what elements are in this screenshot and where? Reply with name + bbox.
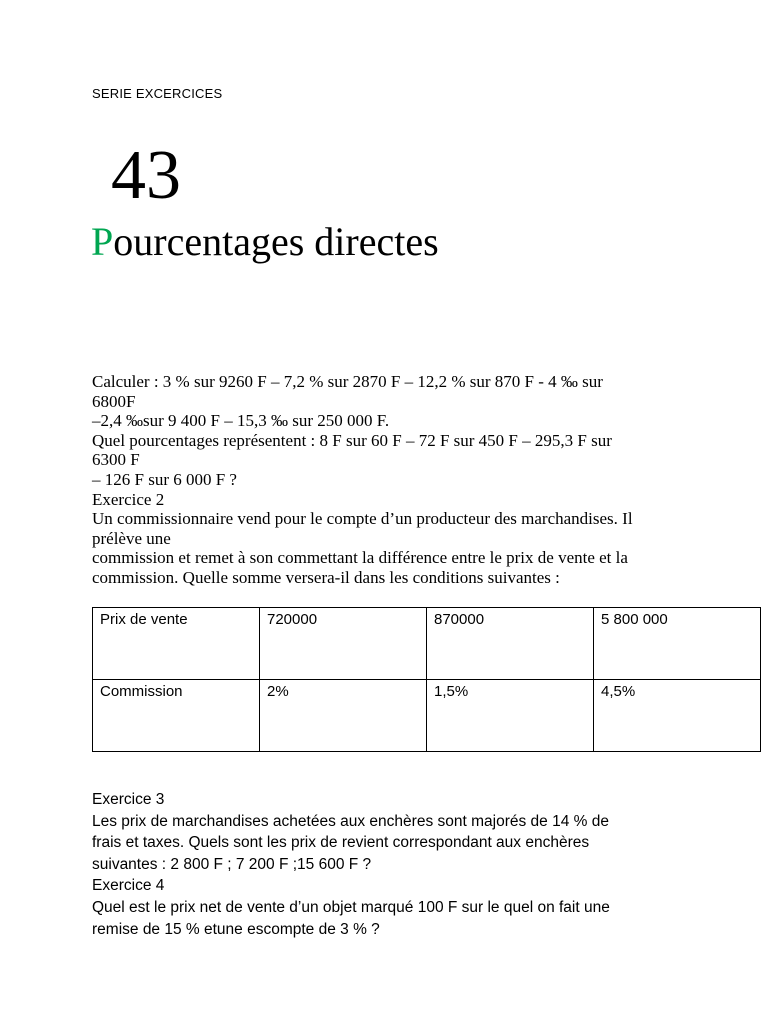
exercises-3-4 <box>92 789 682 940</box>
intro-line: – 126 F sur 6 000 F ? <box>92 469 237 489</box>
exercise-4-line: Quel est le prix net de vente d’un objet marqué 100 F sur le quel on fait une <box>92 898 610 916</box>
exercise-2-line: Un commissionnaire vend pour le compte d’un producteur des marchandises. Il <box>92 509 633 529</box>
table-row-prix <box>93 608 761 680</box>
table-cell: 2% <box>260 680 427 752</box>
table-cell: 5 800 000 <box>594 608 761 680</box>
exercise-3-line: frais et taxes. Quels sont les prix de revient correspondant aux enchères <box>92 834 590 852</box>
exercise-3-line: Les prix de marchandises achetées aux enchères sont majorés de 14 % de <box>92 812 609 830</box>
series-header: SERIE EXCERCICES <box>92 86 223 101</box>
table-cell: 870000 <box>427 608 594 680</box>
exercise-2-title: Exercice 2 <box>92 489 165 509</box>
table-row-commission <box>93 680 761 752</box>
table-cell: Prix de vente <box>93 608 260 680</box>
price-commission-table <box>92 607 761 752</box>
intro-line: Quel pourcentages représentent : 8 F sur 60 F – 72 F sur 450 F – 295,3 F sur <box>92 430 612 450</box>
exercise-number: 43 <box>111 137 181 214</box>
title-initial: P <box>91 219 114 264</box>
table-cell: 720000 <box>260 608 427 680</box>
intro-line: 6300 F <box>92 450 140 470</box>
title-rest: ourcentages directes <box>113 219 439 264</box>
exercise-4-line: remise de 15 % etune escompte de 3 % ? <box>92 920 380 938</box>
intro-line: Calculer : 3 % sur 9260 F – 7,2 % sur 2870 F – 12,2 % sur 870 F - 4 ‰ sur <box>92 372 603 391</box>
exercise-4-title: Exercice 4 <box>92 877 165 895</box>
exercise-2-line: prélève une <box>92 528 171 548</box>
exercise-3-title: Exercice 3 <box>92 791 165 808</box>
exercise-2-line: commission. Quelle somme versera-il dans les conditions suivantes : <box>92 567 560 587</box>
exercise-3-line: suivantes : 2 800 F ; 7 200 F ;15 600 F ? <box>92 855 372 873</box>
intro-line: –2,4 ‰sur 9 400 F – 15,3 ‰ sur 250 000 F. <box>92 411 390 431</box>
exercise-2-line: commission et remet à son commettant la différence entre le prix de vente et la <box>92 548 628 568</box>
page-title <box>91 218 439 266</box>
table-cell: 4,5% <box>594 680 761 752</box>
table-cell: Commission <box>93 680 260 752</box>
exercise-1-body <box>92 372 682 588</box>
intro-line: 6800F <box>92 391 136 411</box>
table-cell: 1,5% <box>427 680 594 752</box>
